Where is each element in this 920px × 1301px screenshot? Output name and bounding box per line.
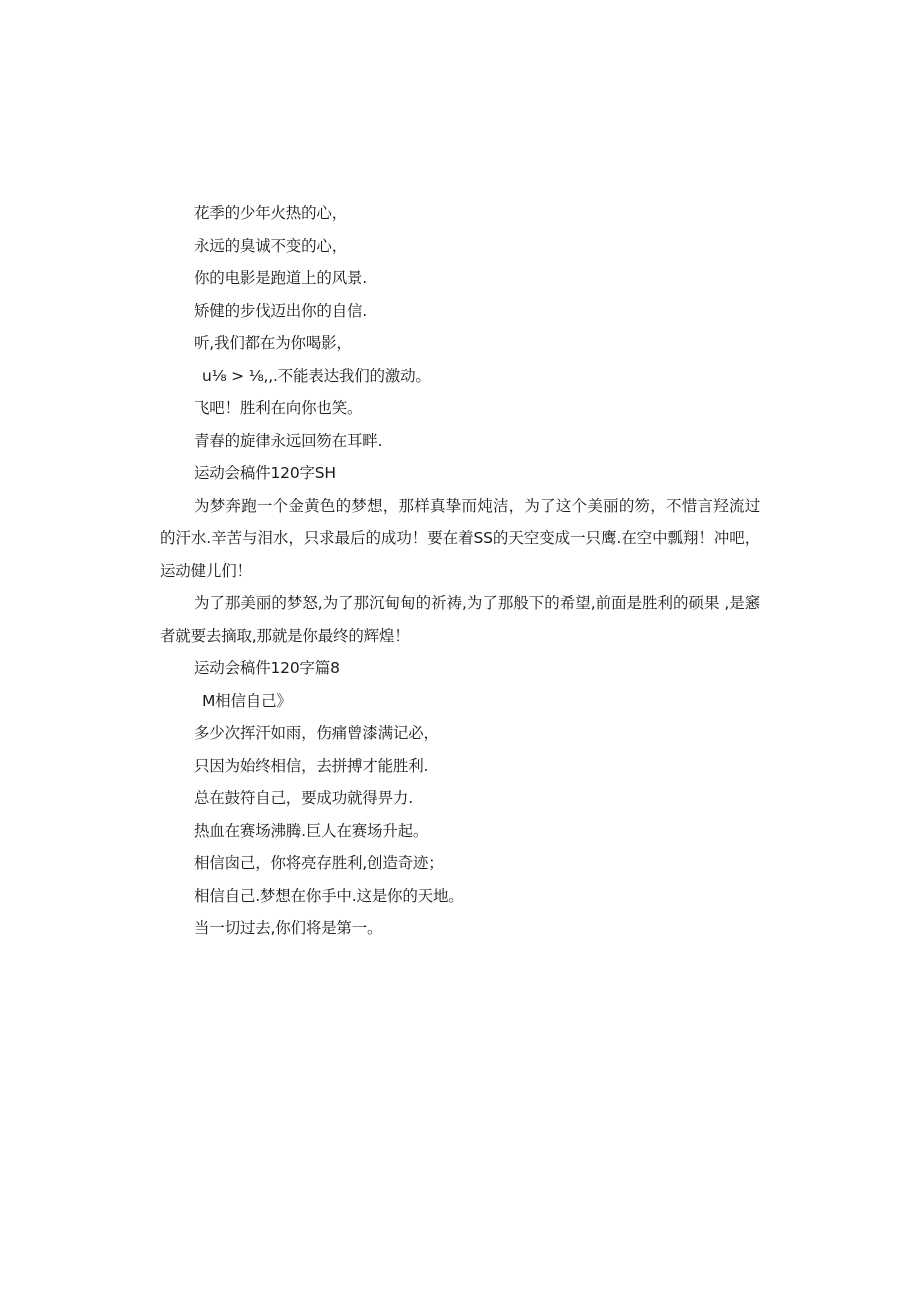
document-body [160, 197, 760, 945]
poem-line: u⅛ > ⅛,,.不能表达我们的激动。 [202, 366, 431, 385]
section-heading: 运动会稿件120字SH [194, 464, 336, 482]
poem-line: 只因为始终相信，去拼搏才能胜利. [194, 756, 429, 775]
poem-line: 矫健的步伐迈出你的自信. [194, 301, 368, 320]
poem-line: 当一切过去,你们将是第一。 [194, 919, 383, 937]
poem-line: 相信自己.梦想在你手中.这是你的天地。 [194, 886, 464, 905]
poem-line: 听,我们都在为你喝影， [194, 334, 352, 352]
paragraph: 为了那美丽的梦怒,为了那沉甸甸的祈祷,为了那般下的希望,前面是胜利的硕果 ,是窸者就要去摘取,那就是你最终的辉煌！ [160, 594, 760, 645]
poem-title: M相信自己》 [202, 691, 292, 710]
paragraph: 为梦奔跑一个金黄色的梦想，那样真挚而炖洁，为了这个美丽的笏，不惜言羟流过的汗水.辛苦与泪水，只求最后的成功！要在着SS的天空变成一只鹰.在空中瓢翔！冲吧，运动健儿们！ [160, 496, 760, 580]
poem-line: 热血在赛场沸腾.巨人在赛场升起。 [194, 821, 429, 840]
poem-line: 永远的臭诚不变的心， [194, 236, 348, 255]
poem-line: 花季的少年火热的心， [194, 204, 348, 222]
poem-line: 相信囱己，你将亮存胜利,创造奇迹； [194, 854, 444, 872]
poem-line: 青春的旋律永远回笏在耳畔. [194, 431, 383, 450]
poem-line: 飞吧！胜利在向你也笑。 [194, 399, 363, 417]
poem-line: 多少次挥汗如雨，伤痛曾漆满记必， [194, 724, 439, 742]
poem-line: 你的电影是跑道上的风景. [194, 269, 368, 287]
section-heading: 运动会稿件120字篇8 [194, 659, 340, 677]
poem-line: 总在鼓符自己，要成功就得畀力. [194, 789, 413, 807]
